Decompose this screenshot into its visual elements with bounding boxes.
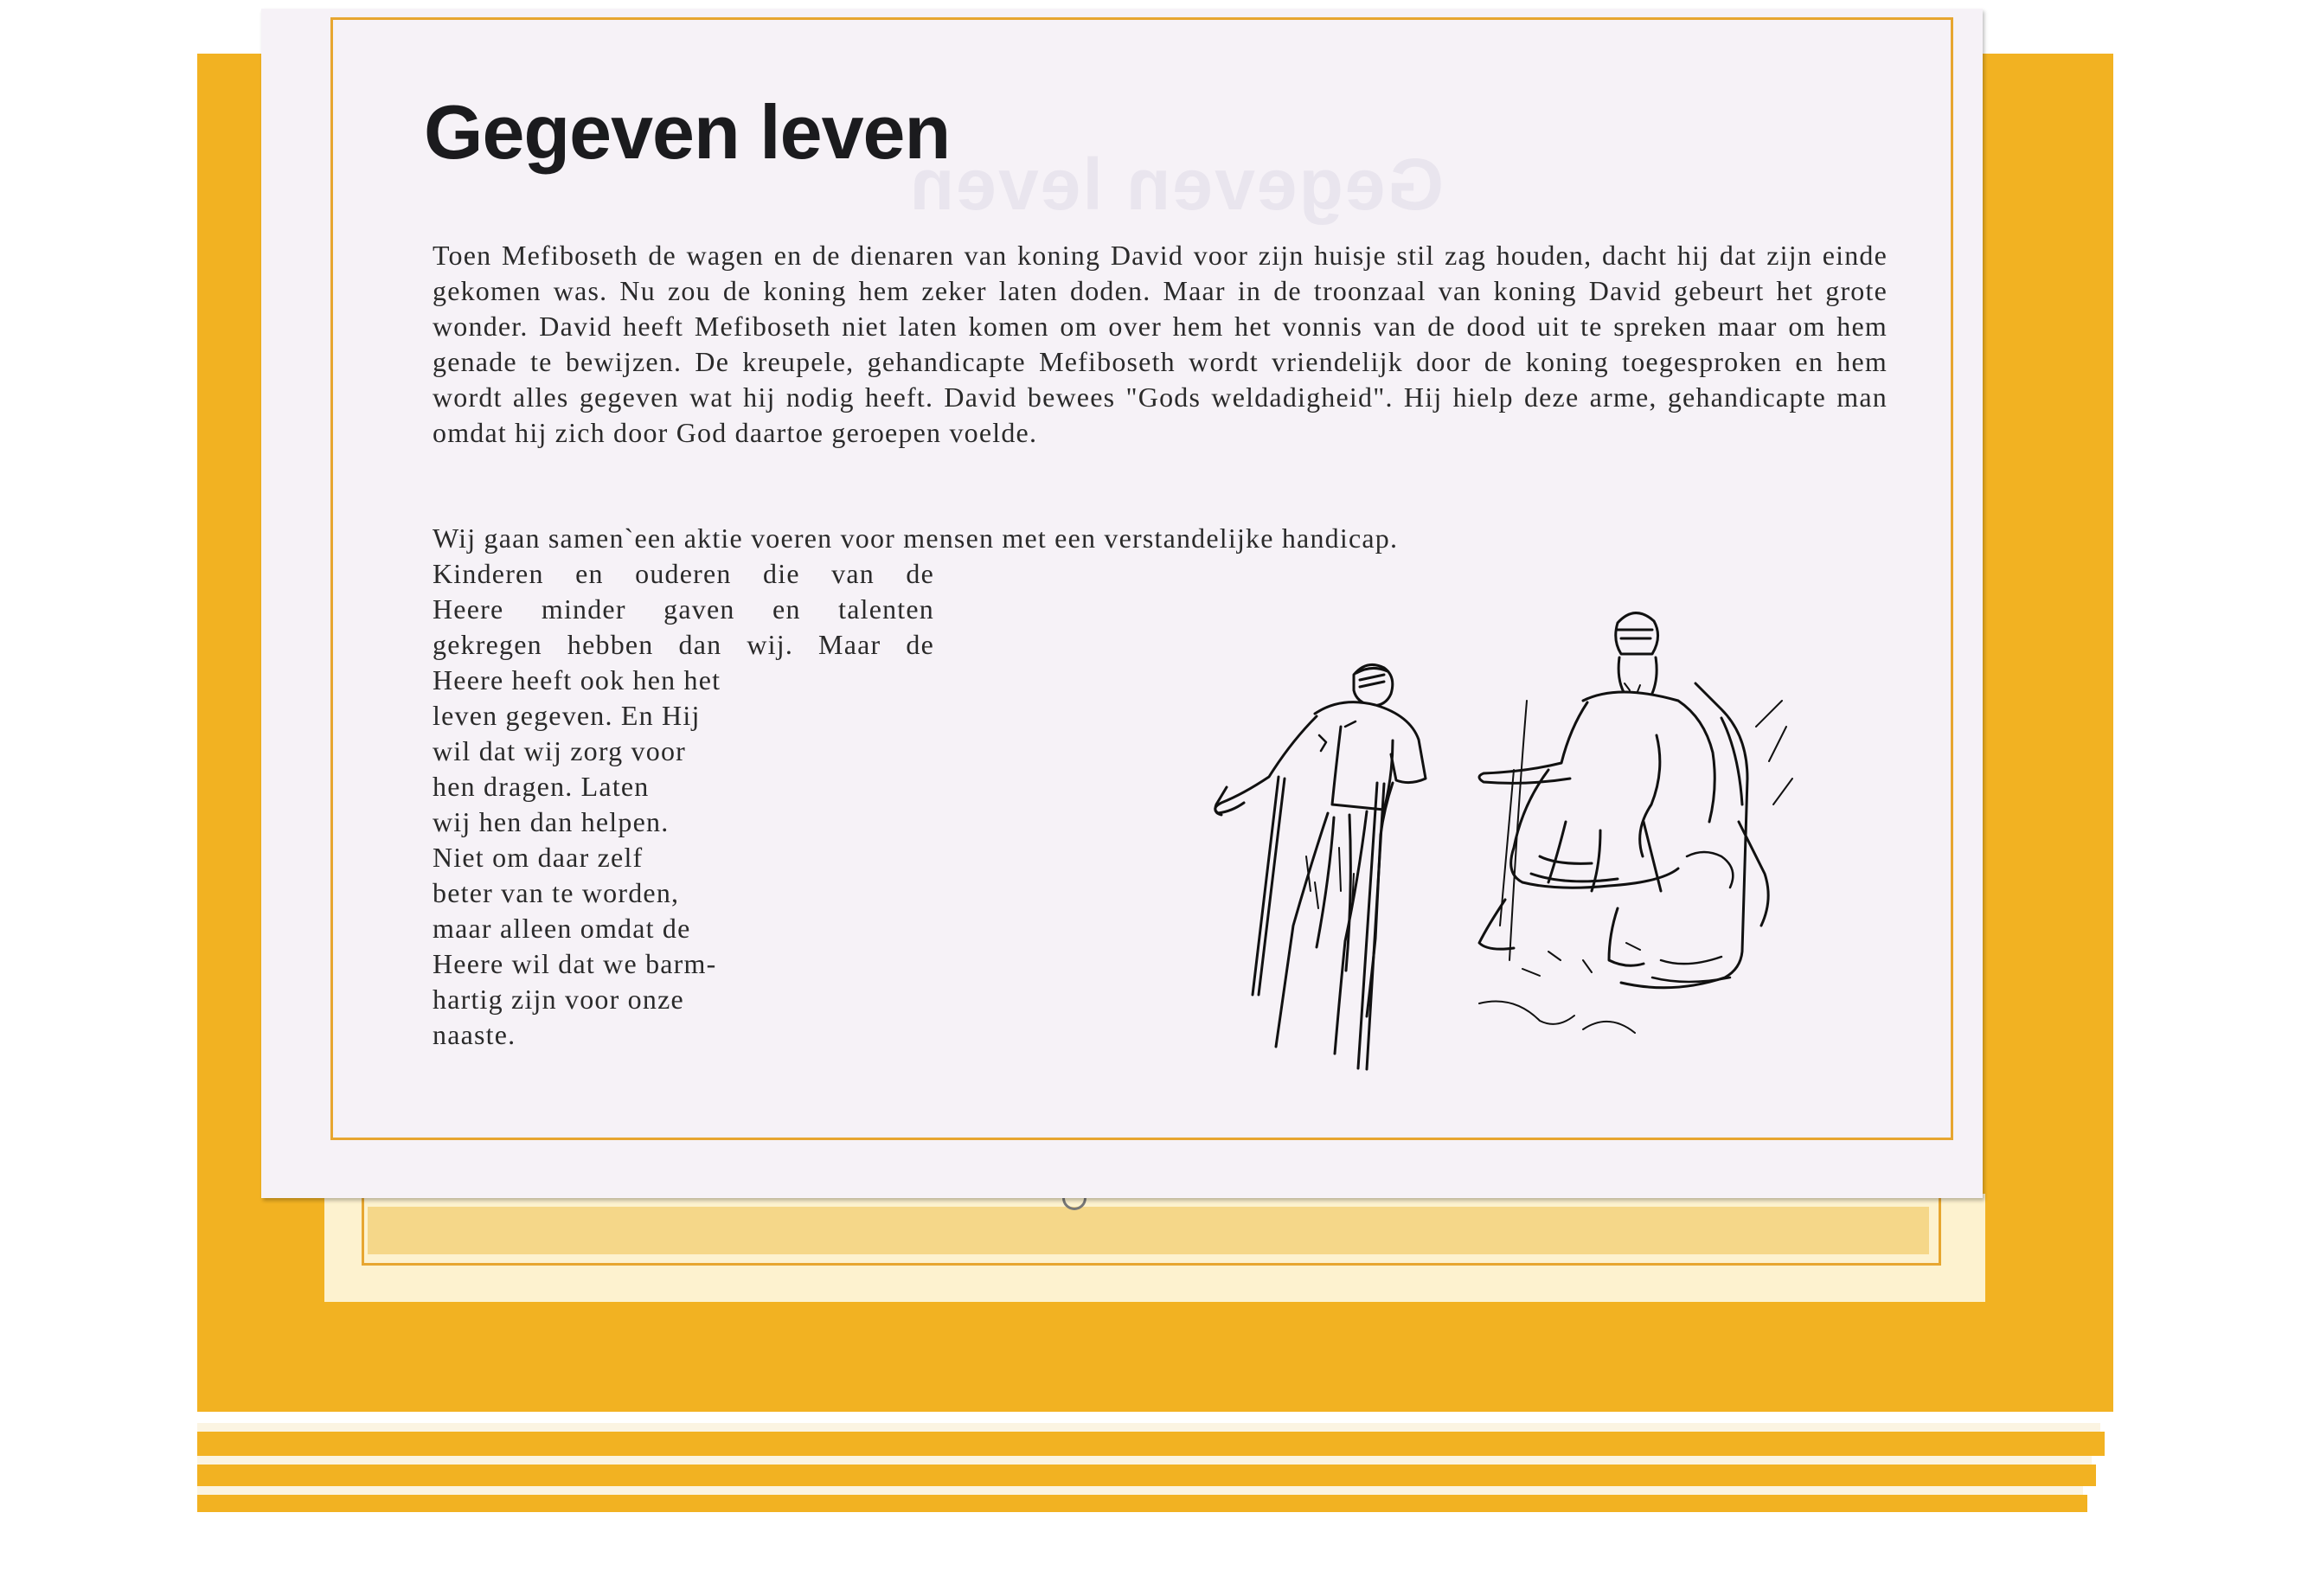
page-edge-stripe [197,1456,2092,1465]
page-title: Gegeven leven [424,89,951,175]
page-edge [197,1465,2096,1486]
mefiboseth-before-david-illustration [1133,597,1808,1090]
story-paragraph: Toen Mefiboseth de wagen en de dienaren van koning David voor zijn huisje stil zag houden, dacht hij dat zijn einde gekomen was. Nu zou de koning hem zeker laten doden. Maar in de troonzaal van koning David gebeurt het grote wonder. David heeft Mefiboseth niet laten komen om over hem het vonnis van de dood uit te spreken maar om hem genade te bewijzen. De kreupele, gehandicapte Mefiboseth wordt vriendelijk door de koning toegesproken en hem wordt alles gegeven wat hij nodig heeft. David bewees "Gods weldadigheid". Hij hielp deze arme, gehandicapte man omdat hij zich door God daartoe geroepen voelde. [433,240,1888,448]
action-line: Kinderen en ouderen die van de [433,558,934,589]
page-edge [197,1432,2105,1456]
action-line: maar alleen omdat de [433,913,691,944]
action-line: Heere heeft ook hen het [433,664,721,695]
action-line: hen dragen. Laten [433,771,650,802]
david-figure [1479,612,1792,1033]
page-edge-stripe [197,1486,2083,1495]
action-line: Heere wil dat we barm- [433,948,717,979]
action-line: gekregen hebben dan wij. Maar de [433,629,934,660]
action-line: Niet om daar zelf [433,842,644,873]
action-line: wij hen dan helpen. [433,806,670,837]
mefiboseth-figure [1215,664,1426,1069]
page-edge [197,1495,2087,1512]
action-paragraph [433,556,934,1053]
action-line: beter van te worden, [433,877,680,908]
page-edge-stripe [197,1423,2100,1432]
action-line: leven gegeven. En Hij [433,700,701,731]
action-line: hartig zijn voor onze [433,984,684,1015]
action-line: Heere minder gaven en talenten [433,593,934,625]
underlying-page-frame [362,1194,1941,1266]
action-paragraph-lead: Wij gaan samen`een aktie voeren voor mensen met een verstandelijke handicap. [433,522,1399,554]
show-through-title: Gegeven leven [908,144,1444,225]
action-line: naaste. [433,1019,516,1050]
action-line: wil dat wij zorg voor [433,735,687,766]
